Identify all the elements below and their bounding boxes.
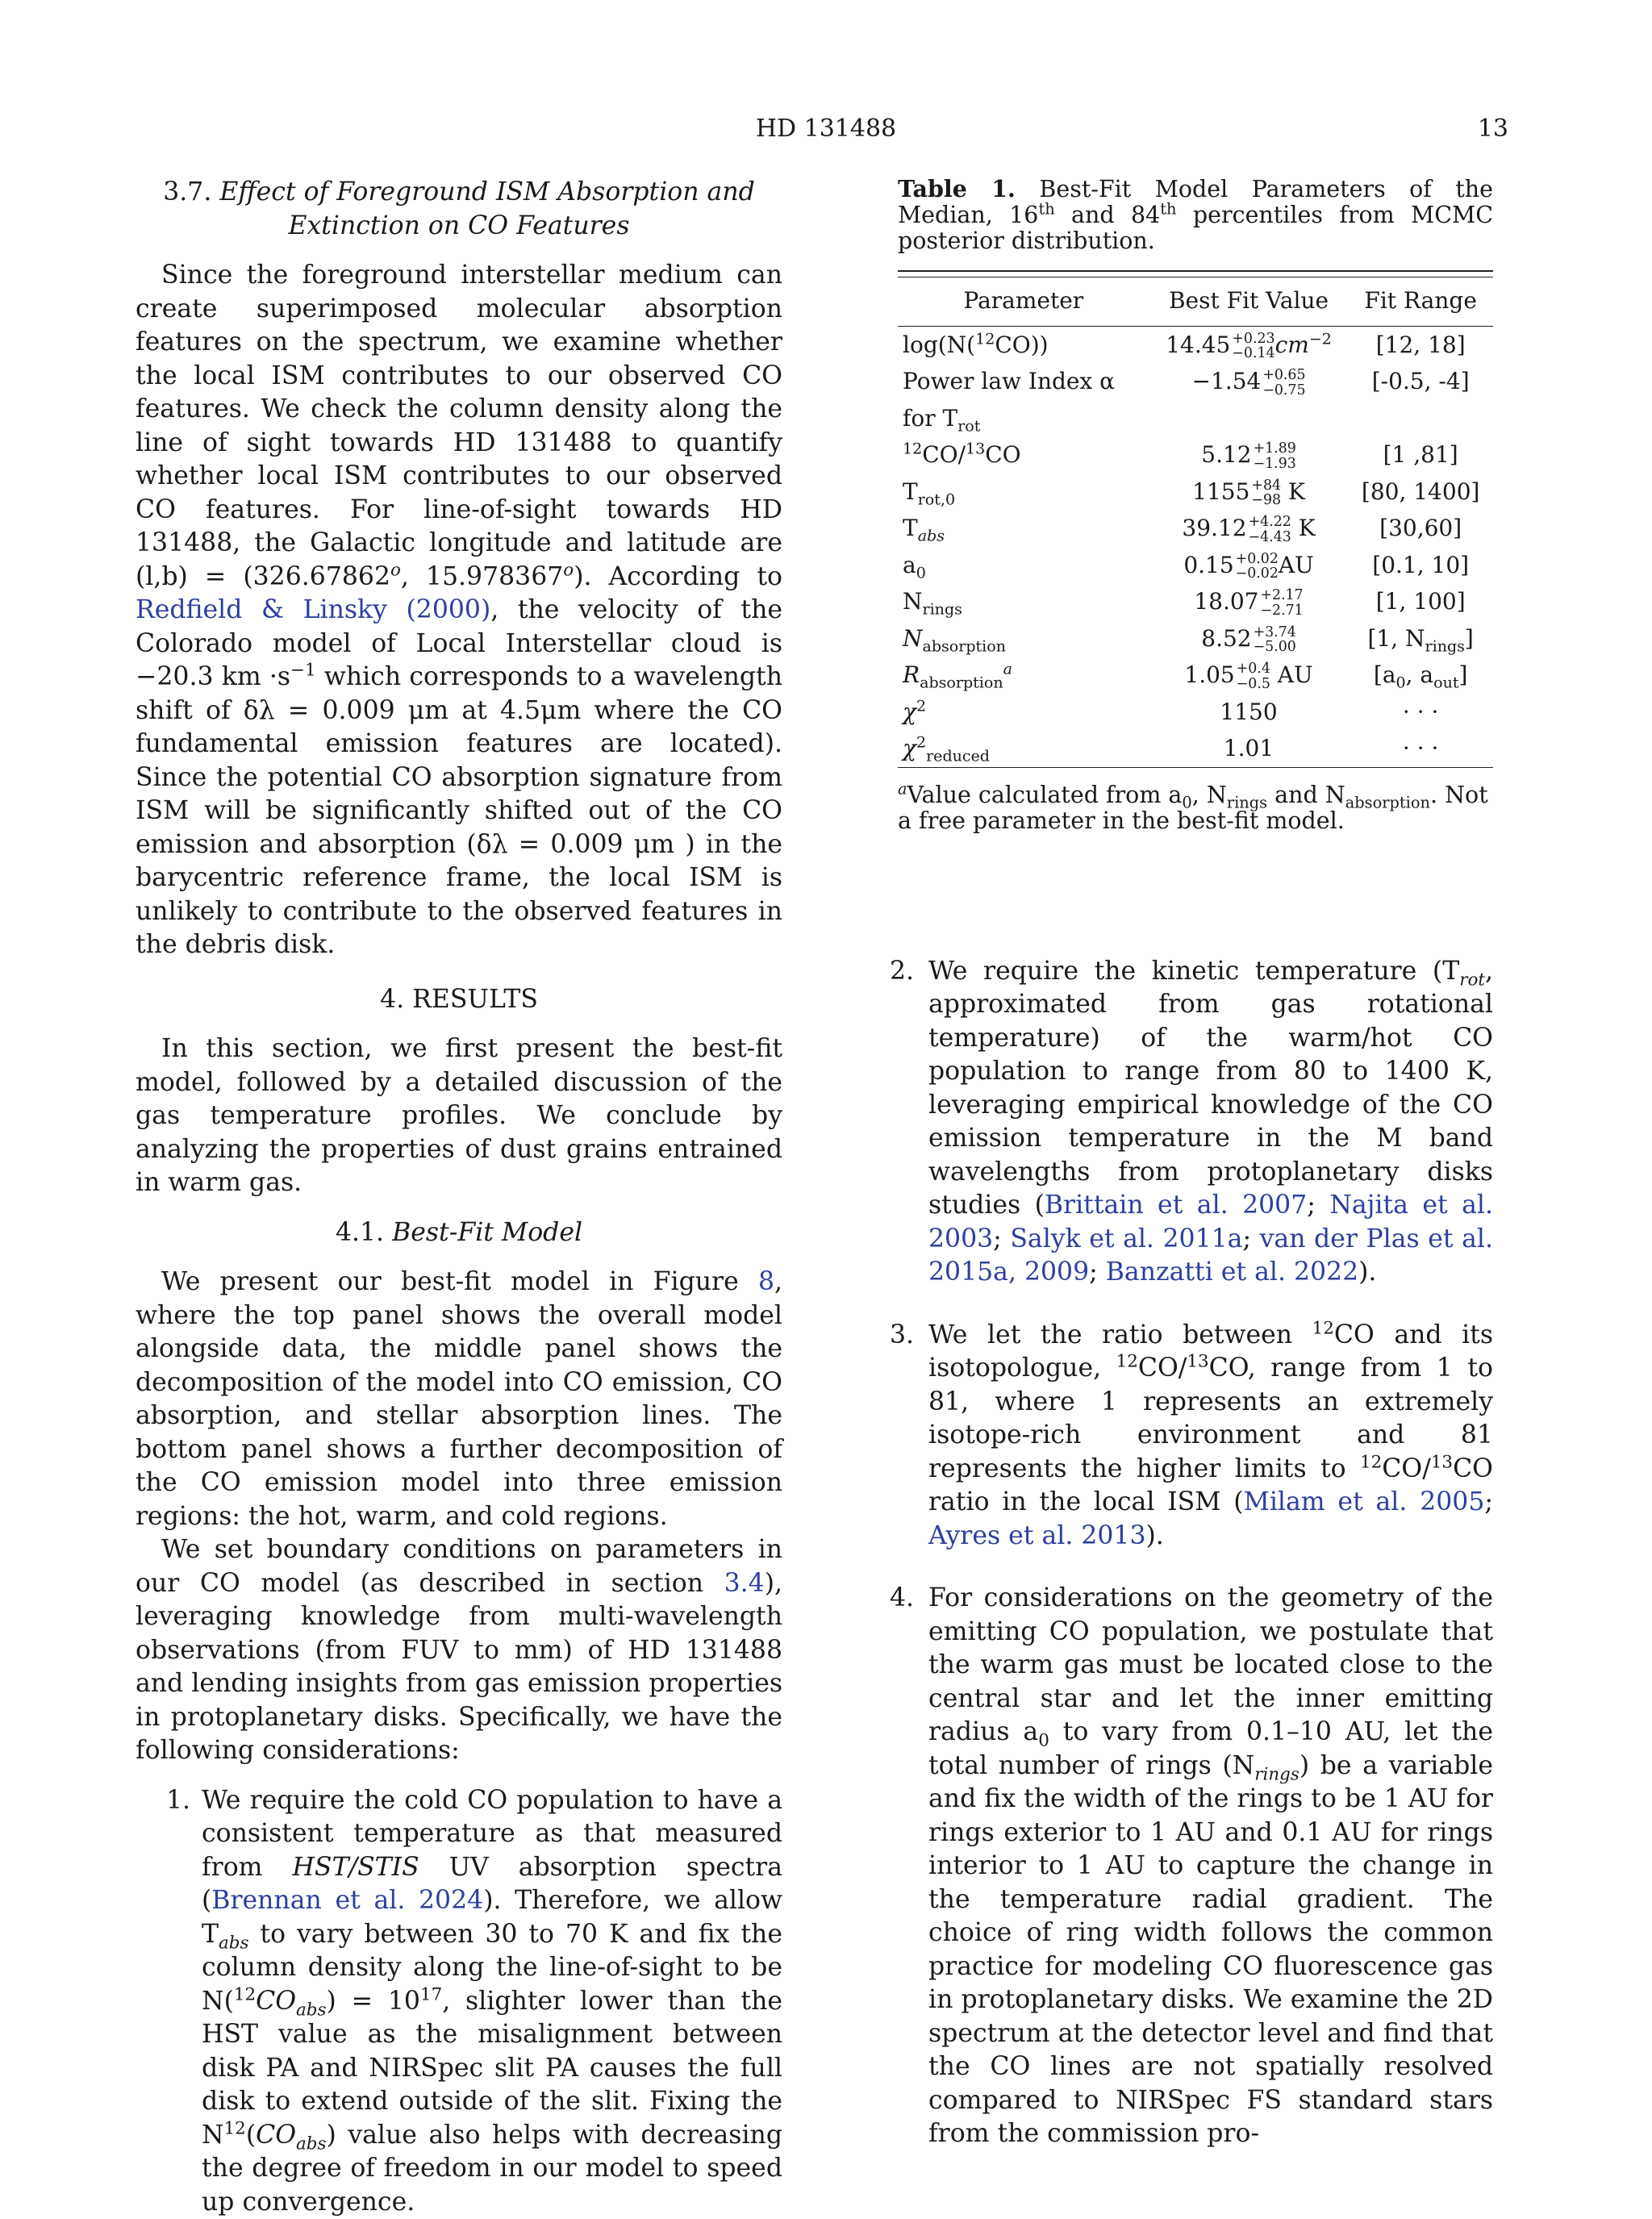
column-header-parameter: Parameter [898, 277, 1149, 326]
citation-brittain-2007[interactable]: Brittain et al. 2007 [1045, 1191, 1307, 1220]
section-4-1-paragraph-1: We present our best-fit model in Figure 8, where the top panel shows the overall model alongside data, the middle panel shows the decomposition of the model into CO emission, CO absorption, and stellar absorption lines. The bottom panel shows a further decomposition of the CO emission model into three emission regions: the hot, warm, and cold regions. [136, 1266, 782, 1533]
citation-redfield-linsky[interactable]: Redfield & Linsky (2000) [136, 595, 490, 624]
citation-van-der-plas[interactable]: van der Plas et al. 2015a, 2009 [928, 1224, 1493, 1287]
table-row: $T_{rot,0}$ 1155 +84 −98 K [80, 1400] [898, 473, 1493, 511]
table-header-row [898, 277, 1493, 326]
section-3-7-heading: 3.7. Effect of Foreground ISM Absorption and Extinction on CO Features [136, 176, 782, 243]
table-row: $N_{absorption}$ 8.52 +3.74 −5.00 [1, $N_{rings}$] [898, 620, 1493, 657]
section-4-1-paragraph-2: We set boundary conditions on parameters in our CO model (as described in section 3.4), leveraging knowledge from multi-wavelength observations (from FUV to mm) of HD 131488 and lending insights from gas emission properties in protoplanetary disks. Specifically, we have the following considerations: [136, 1533, 782, 1768]
citation-milam-2005[interactable]: Milam et al. 2005 [1244, 1487, 1485, 1516]
table-row: for $T_{rot}$ [898, 400, 1493, 437]
table-row: $R_{absorption}^a$ 1.05 +0.4 −0.5 AU [$a_0$, $a_{out}$] [898, 657, 1493, 694]
table-1-caption: Table 1. Best-Fit Model Parameters of the Median, 16th and 84th percentiles from MCMC posterior distribution. [898, 176, 1493, 254]
section-4-heading: 4. RESULTS [136, 983, 782, 1017]
table-row: $T_{abs}$ 39.12 +4.22 −4.43 K [30,60] [898, 510, 1493, 547]
table-row: log(N($^{12}$CO)) 14.45 +0.23 −0.14 $cm^{-2}$ [12, 18] [898, 326, 1493, 363]
running-header-title: HD 131488 [0, 115, 1652, 143]
list-item-4: 4. For considerations on the geometry of the emitting CO population, we postulate that the warm gas must be located close to the central star and let the inner emitting radius $a_0$ to vary from 0.1–10 AU, let the total number of rings $(N_{rings})$ be a variable and fix the width of the rings to be 1 AU for rings exterior to 1 AU and 0.1 AU for rings interior to 1 AU to capture the change in the temperature radial gradient. The choice of ring width follows the common practice for modeling CO fluorescence gas in protoplanetary disks. We examine the 2D spectrum at the detector level and find that the CO lines are not spatially resolved compared to NIRSpec FS standard stars from the commission pro- [898, 1582, 1493, 2151]
table-row: $\chi^2_{reduced}$ 1.01 · · · [898, 730, 1493, 767]
best-fit-parameters-table [898, 270, 1493, 768]
section-4-1-heading: 4.1. Best-Fit Model [136, 1216, 782, 1250]
citation-ayres-2013[interactable]: Ayres et al. 2013 [928, 1521, 1146, 1550]
list-item-3: 3. We let the ratio between $^{12}$CO and its isotopologue, $^{12}$CO/$^{13}$CO, range from 1 to 81, where 1 represents an extremely isotope-rich environment and 81 represents the higher limits to $^{12}$CO/$^{13}$CO ratio in the local ISM (Milam et al. 2005; Ayres et al. 2013). [898, 1319, 1493, 1554]
section-3-4-link[interactable]: 3.4 [724, 1569, 765, 1598]
section-3-7-paragraph: Since the foreground interstellar medium can create superimposed molecular absorption features on the spectrum, we examine whether the local ISM contributes to our observed CO features. We check the column density along the line of sight towards HD 131488 to quantify whether local ISM contributes to our observed CO features. For line-of-sight towards HD 131488, the Galactic longitude and latitude are $(l,b) = (326.67862^o$, 15.978367$^o$). According to Redfield & Linsky (2000), the velocity of the Colorado model of Local Interstellar cloud is −20.3 km $\cdot s^{-1}$ which corresponds to a wavelength shift of δλ = 0.009 μm at 4.5μm where the CO fundamental emission features are located). Since the potential CO absorption signature from ISM will be significantly shifted out of the CO emission and absorption (δλ = 0.009 μm ) in the barycentric reference frame, the local ISM is unlikely to contribute to the observed features in the debris disk. [136, 259, 782, 962]
table-row: $a_0$ 0.15 +0.02 −0.02 AU [0.1, 10] [898, 547, 1493, 584]
table-row: $^{12}$CO/$^{13}$CO 5.12 +1.89 −1.93 [1 ,81] [898, 436, 1493, 473]
figure-8-link[interactable]: 8 [758, 1267, 774, 1296]
page-number: 13 [1478, 115, 1508, 143]
table-row: Power law Index α −1.54 +0.65 −0.75 [-0.5, -4] [898, 363, 1493, 400]
table-footnote: $^a$Value calculated from $a_0$, $N_{rings}$ and $N_{absorption}$. Not a free parameter in the best-fit model. [898, 782, 1493, 834]
citation-banzatti-2022[interactable]: Banzatti et al. 2022 [1106, 1258, 1358, 1287]
citation-salyk-2011a[interactable]: Salyk et al. 2011a [1010, 1224, 1242, 1253]
considerations-list-right [898, 955, 1493, 2151]
list-item-2: 2. We require the kinetic temperature ($T_{rot}$, approximated from gas rotational temperature) of the warm/hot CO population to range from 80 to 1400 K, leveraging empirical knowledge of the CO emission temperature in the M band wavelengths from protoplanetary disks studies (Brittain et al. 2007; Najita et al. 2003; Salyk et al. 2011a; van der Plas et al. 2015a, 2009; Banzatti et al. 2022). [898, 955, 1493, 1290]
considerations-list-left [136, 1784, 782, 2219]
section-4-paragraph: In this section, we first present the best-fit model, followed by a detailed discussion of the gas temperature profiles. We conclude by analyzing the properties of dust grains entrained in warm gas. [136, 1032, 782, 1200]
right-column [898, 176, 1493, 2151]
citation-brennan-2024[interactable]: Brennan et al. 2024 [211, 1886, 483, 1915]
column-header-best-fit: Best Fit Value [1149, 277, 1349, 326]
left-column [136, 176, 782, 2219]
column-header-fit-range: Fit Range [1348, 277, 1493, 326]
list-item-1: 1. We require the cold CO population to have a consistent temperature as that measured from HST/STIS UV absorption spectra (Brennan et al. 2024). Therefore, we allow $T_{abs}$ to vary between 30 to 70 K and fix the column density along the line-of-sight to be $N(^{12}CO_{abs}) = 10^{17}$, slighter lower than the HST value as the misalignment between disk PA and NIRSpec slit PA causes the full disk to extend outside of the slit. Fixing the $N^{12}(CO_{abs})$ value also helps with decreasing the degree of freedom in our model to speed up convergence. [136, 1784, 782, 2219]
table-row: $\chi^2$ 1150 · · · [898, 694, 1493, 731]
citation-najita-2003[interactable]: Najita et al. 2003 [928, 1191, 1493, 1253]
table-row: $N_{rings}$ 18.07 +2.17 −2.71 [1, 100] [898, 583, 1493, 620]
